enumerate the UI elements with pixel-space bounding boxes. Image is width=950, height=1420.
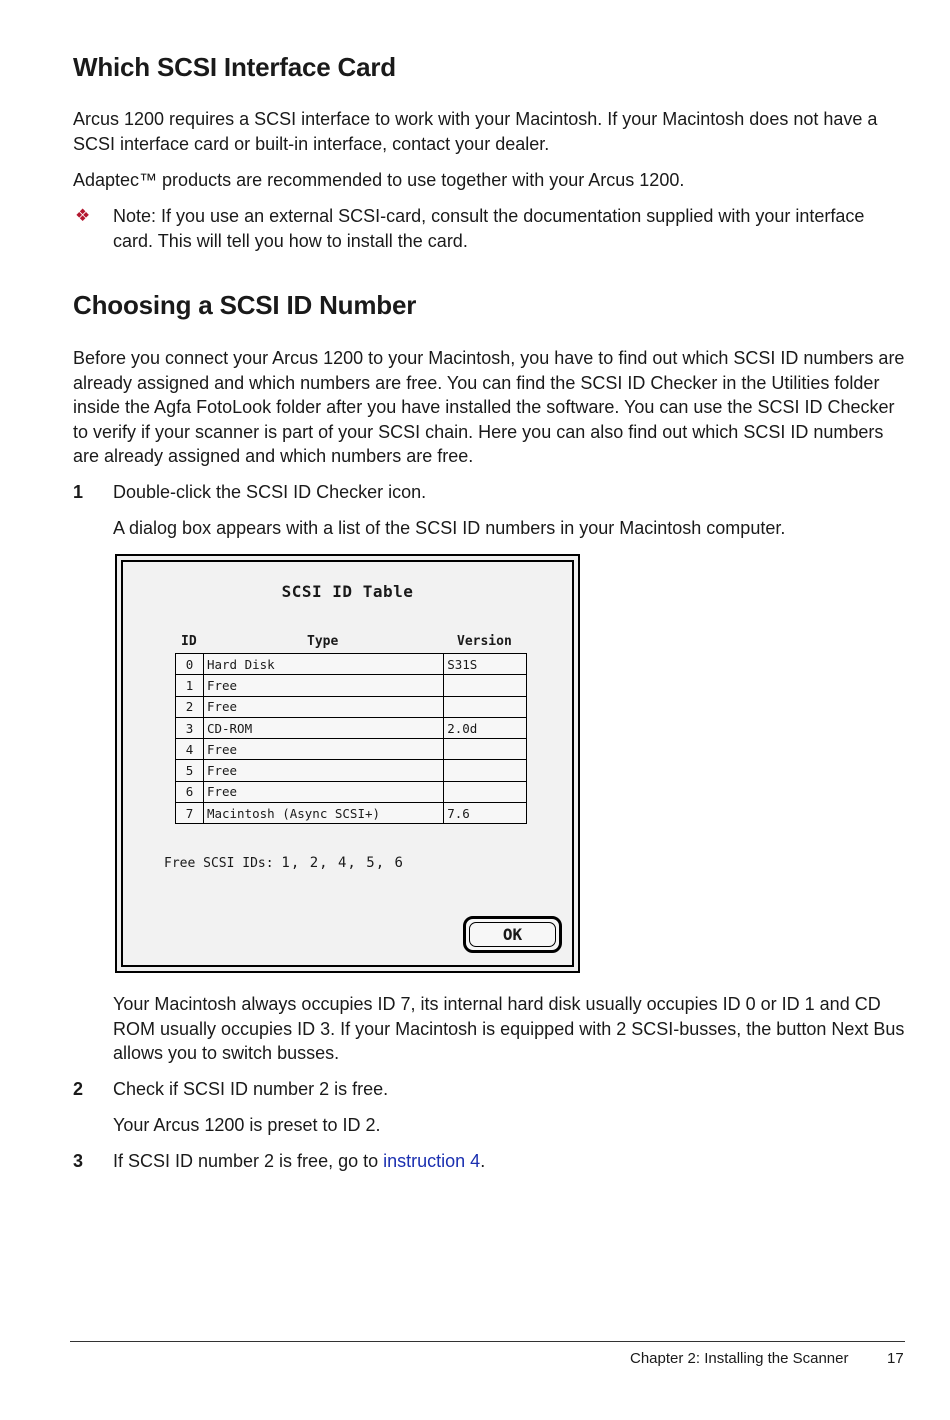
step-number: 2 (73, 1079, 84, 1099)
step-2-text: Check if SCSI ID number 2 is free. (113, 1079, 389, 1099)
version-cell (444, 760, 527, 781)
step-number: 3 (73, 1151, 84, 1171)
table-row (176, 803, 527, 824)
instruction-4-link[interactable]: instruction 4 (383, 1151, 481, 1171)
id-cell: 3 (176, 717, 204, 738)
heading-choosing-scsi-id: Choosing a SCSI ID Number (73, 290, 417, 320)
heading-scsi-interface-card: Which SCSI Interface Card (73, 52, 396, 82)
column-header-type: Type (307, 634, 339, 649)
free-ids-value: 1, 2, 4, 5, 6 (281, 855, 404, 871)
table-row (176, 654, 527, 675)
scsi-id-table (175, 653, 527, 824)
id-cell: 7 (176, 803, 204, 824)
scsi-id-table-dialog (115, 554, 580, 973)
id-cell: 5 (176, 760, 204, 781)
step-3-text-after: . (480, 1151, 486, 1171)
id-cell: 2 (176, 696, 204, 717)
type-cell: Free (203, 739, 443, 760)
free-ids-label: Free SCSI IDs: (164, 856, 274, 871)
footer-chapter: Chapter 2: Installing the Scanner (630, 1350, 849, 1367)
version-cell: S31S (444, 654, 527, 675)
footer-page-number: 17 (887, 1350, 904, 1367)
id-cell: 4 (176, 739, 204, 760)
table-row (176, 781, 527, 802)
version-cell (444, 675, 527, 696)
column-header-id: ID (181, 634, 197, 649)
step-1-text: Double-click the SCSI ID Checker icon. (113, 482, 427, 502)
dialog-title: SCSI ID Table (281, 582, 414, 601)
note-external-card: Note: If you use an external SCSI-card, consult the documentation supplied with your interface card. This will tell you how to install the card. (113, 206, 865, 251)
type-cell: Macintosh (Async SCSI+) (203, 803, 443, 824)
table-row (176, 739, 527, 760)
table-row (176, 696, 527, 717)
id-cell: 1 (176, 675, 204, 696)
free-scsi-ids (164, 855, 404, 871)
id-cell: 6 (176, 781, 204, 802)
ok-button-label: OK (469, 922, 556, 947)
diamond-bullet-icon: ❖ (75, 206, 91, 225)
footer-rule (70, 1341, 905, 1342)
table-row (176, 717, 527, 738)
type-cell: Hard Disk (203, 654, 443, 675)
table-row (176, 675, 527, 696)
type-cell: Free (203, 760, 443, 781)
version-cell (444, 781, 527, 802)
version-cell (444, 696, 527, 717)
version-cell (444, 739, 527, 760)
type-cell: Free (203, 675, 443, 696)
step-3-text (113, 1149, 905, 1174)
step-1-subtext: A dialog box appears with a list of the SCSI ID numbers in your Macintosh computer. (113, 518, 786, 538)
dialog-content (121, 560, 574, 967)
step-number: 1 (73, 482, 84, 502)
step-3-text-before: If SCSI ID number 2 is free, go to (113, 1151, 384, 1171)
step-2-subtext: Your Arcus 1200 is preset to ID 2. (113, 1115, 381, 1135)
paragraph-requirements: Arcus 1200 requires a SCSI interface to work with your Macintosh. If your Macintosh does not have a SCSI interface card or built-in interface, contact your dealer. (73, 109, 878, 154)
version-cell: 2.0d (444, 717, 527, 738)
type-cell: Free (203, 781, 443, 802)
id-cell: 0 (176, 654, 204, 675)
type-cell: Free (203, 696, 443, 717)
paragraph-id-explanation: Your Macintosh always occupies ID 7, its internal hard disk usually occupies ID 0 or ID 1 and CD ROM usually occupies ID 3. If your Macintosh is equipped with 2 SCSI-busses, the button Next Bus allows you to switch busses. (113, 994, 905, 1063)
version-cell: 7.6 (444, 803, 527, 824)
type-cell: CD-ROM (203, 717, 443, 738)
paragraph-intro: Before you connect your Arcus 1200 to your Macintosh, you have to find out which SCSI ID numbers are already assigned and which numbers are free. You can find the SCSI ID Checker in the Utilities folder inside the Agfa FotoLook folder after you have installed the software. You can use the SCSI ID Checker to verify if your scanner is part of your SCSI chain. Here you can also find out which SCSI ID numbers are already assigned and which numbers are free. (73, 348, 905, 466)
ok-button[interactable] (463, 916, 562, 953)
paragraph-adaptec: Adaptec™ products are recommended to use together with your Arcus 1200. (73, 170, 685, 190)
table-row (176, 760, 527, 781)
column-header-version: Version (457, 634, 512, 649)
